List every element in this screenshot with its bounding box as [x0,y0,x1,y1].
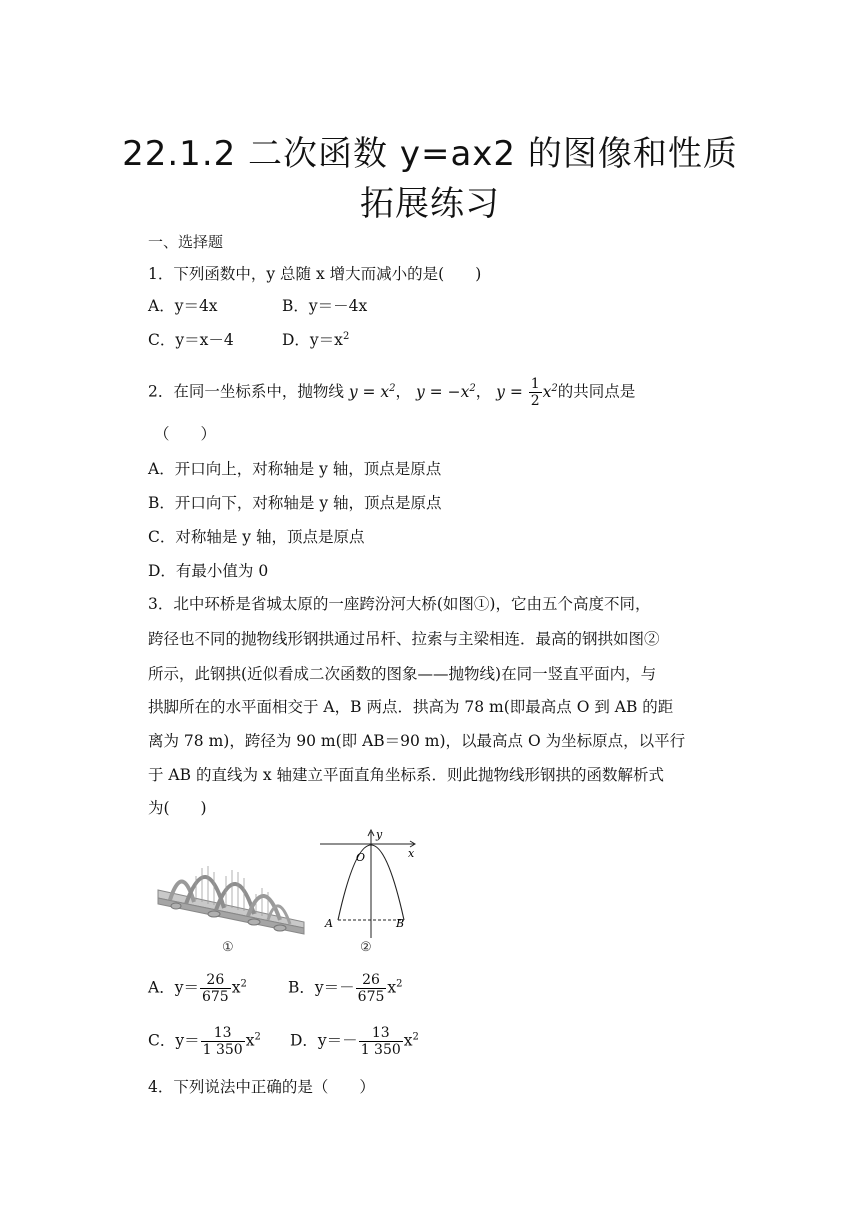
q1-option-c: C．y＝x－4 [148,331,234,349]
q3-stem-line-5: 离为 78 m)，跨径为 90 m(即 AB＝90 m)，以最高点 O 为坐标原点，以平行 [148,732,686,750]
bridge-illustration [156,842,306,938]
point-b-label: B [396,917,405,930]
q2-parabola-2: $y = -x^2$ [415,382,476,401]
x-axis-label: x [408,847,415,860]
q4-stem: 4．下列说法中正确的是（ ） [148,1078,375,1096]
q2-option-d: D．有最小值为 0 [148,562,269,580]
q3-option-d: D．y＝－ $\frac{13}{1 350}$ $x^2$ [290,1025,419,1058]
q2-option-c: C．对称轴是 y 轴，顶点是原点 [148,528,365,546]
q2-bracket: （ ） [154,425,217,443]
q3-stem-line-4: 拱脚所在的水平面相交于 A，B 两点．拱高为 78 m(即最高点 O 到 AB 的距 [148,698,674,716]
q1-options-row2 [148,330,349,350]
q3-option-c: C．y＝ $\frac{13}{1 350}$ $x^2$ [148,1025,261,1058]
q2-option-a: A．开口向上，对称轴是 y 轴，顶点是原点 [148,460,442,478]
q3-stem-line-3: 所示，此钢拱(近似看成二次函数的图象——抛物线)在同一竖直平面内，与 [148,665,657,683]
q2-parabola-3: y = $\frac{1}{2}$ $x^2$ [496,376,558,409]
page-title: 22.1.2 二次函数 y=ax2 的图像和性质 [122,134,738,174]
q3-stem-line-2: 跨径也不同的抛物线形钢拱通过吊杆、拉索与主梁相连．最高的钢拱如图② [148,630,660,648]
q3-option-b: B．y＝－ $\frac{26}{675}$ $x^2$ [288,972,403,1005]
q3-stem-line-7: 为( ) [148,799,207,817]
q2-stem: 2．在同一坐标系中，抛物线 $y = x^2$， $y = -x^2$， y = $\frac{1}{2}$ $x^2$的共同点是 [148,376,636,409]
section-heading: 一、选择题 [148,233,224,251]
q3-stem-line-1: 3．北中环桥是省城太原的一座跨汾河大桥(如图①)，它由五个高度不同， [148,595,651,613]
q2-option-b: B．开口向下，对称轴是 y 轴，顶点是原点 [148,494,442,512]
q1-options-row1 [148,296,367,316]
q1-option-a: A．y＝4x [148,297,218,315]
q1-option-b: B．y＝－4x [282,297,368,315]
q1-option-d: D．$y=x^2$ [282,331,350,349]
parabola-diagram [314,828,424,940]
q1-stem: 1．下列函数中，y 总随 x 增大而减小的是( ) [148,265,482,283]
q3-options-row1 [148,972,403,1005]
figure-1-label: ① [222,940,234,955]
q3-options-row2 [148,1025,419,1058]
page-subtitle: 拓展练习 [360,184,500,224]
q3-option-a: A．y＝ $\frac{26}{675}$ $x^2$ [148,972,247,1005]
figure-2-label: ② [360,940,372,955]
q3-stem-line-6: 于 AB 的直线为 x 轴建立平面直角坐标系．则此抛物线形钢拱的函数解析式 [148,766,665,784]
q2-parabola-1: $y = x^2$ [348,382,396,401]
y-axis-label: y [376,828,383,841]
point-a-label: A [325,917,333,930]
origin-label: O [356,851,366,864]
